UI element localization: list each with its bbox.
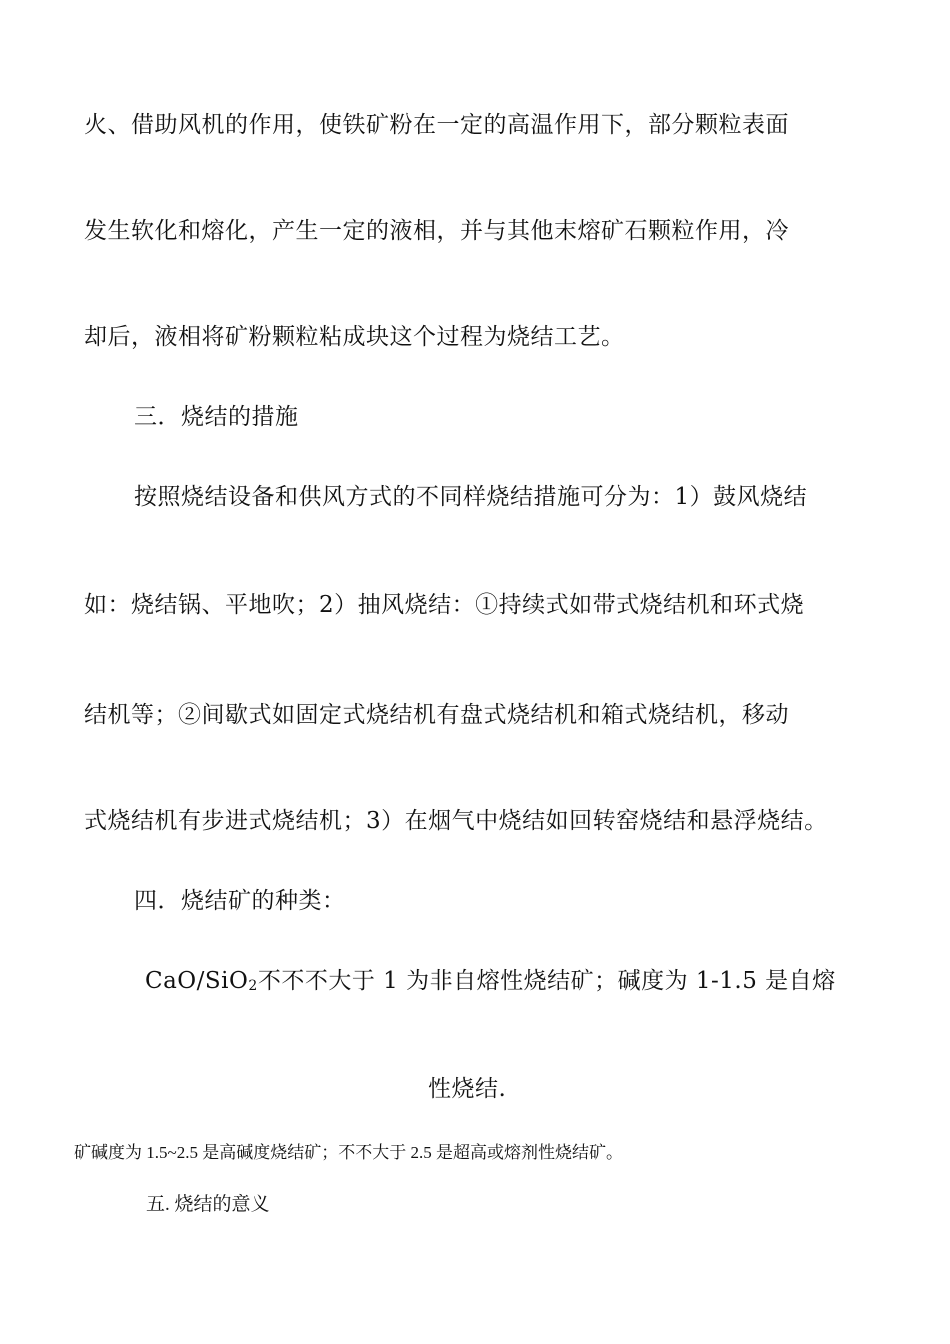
para3-line1-text: 不不不大于 1 为非自熔性烧结矿；碱度为 1-1.5 是自熔 (257, 968, 836, 994)
para3-line1 (145, 966, 836, 996)
para3-line3: 矿碱度为 1.5~2.5 是高碱度烧结矿；不不大于 2.5 是超高或熔剂性烧结矿。 (74, 1143, 623, 1162)
para1-line2: 发生软化和熔化，产生一定的液相，并与其他末熔矿石颗粒作用，冷 (84, 218, 789, 244)
section-heading-5: 五. 烧结的意义 (146, 1194, 270, 1215)
para2-line4: 式烧结机有步进式烧结机；3）在烟气中烧结如回转窑烧结和悬浮烧结。 (84, 808, 828, 834)
formula-subscript: 2 (248, 978, 258, 994)
para2-line3: 结机等；②间歇式如固定式烧结机有盘式烧结机和箱式烧结机，移动 (84, 702, 789, 728)
para2-line2: 如：烧结锅、平地吹；2）抽风烧结：①持续式如带式烧结机和环式烧 (84, 592, 805, 618)
para3-line2: 性烧结. (428, 1076, 507, 1102)
section-heading-3: 三．烧结的措施 (134, 404, 299, 430)
para1-line3: 却后，液相将矿粉颗粒粘成块这个过程为烧结工艺。 (84, 324, 625, 350)
section-heading-4: 四．烧结矿的种类： (134, 888, 346, 914)
para2-line1: 按照烧结设备和供风方式的不同样烧结措施可分为：1）鼓风烧结 (134, 484, 808, 510)
formula-cao-sio: CaO/SiO (145, 968, 249, 994)
para1-line1: 火、借助风机的作用，使铁矿粉在一定的高温作用下，部分颗粒表面 (84, 112, 789, 138)
